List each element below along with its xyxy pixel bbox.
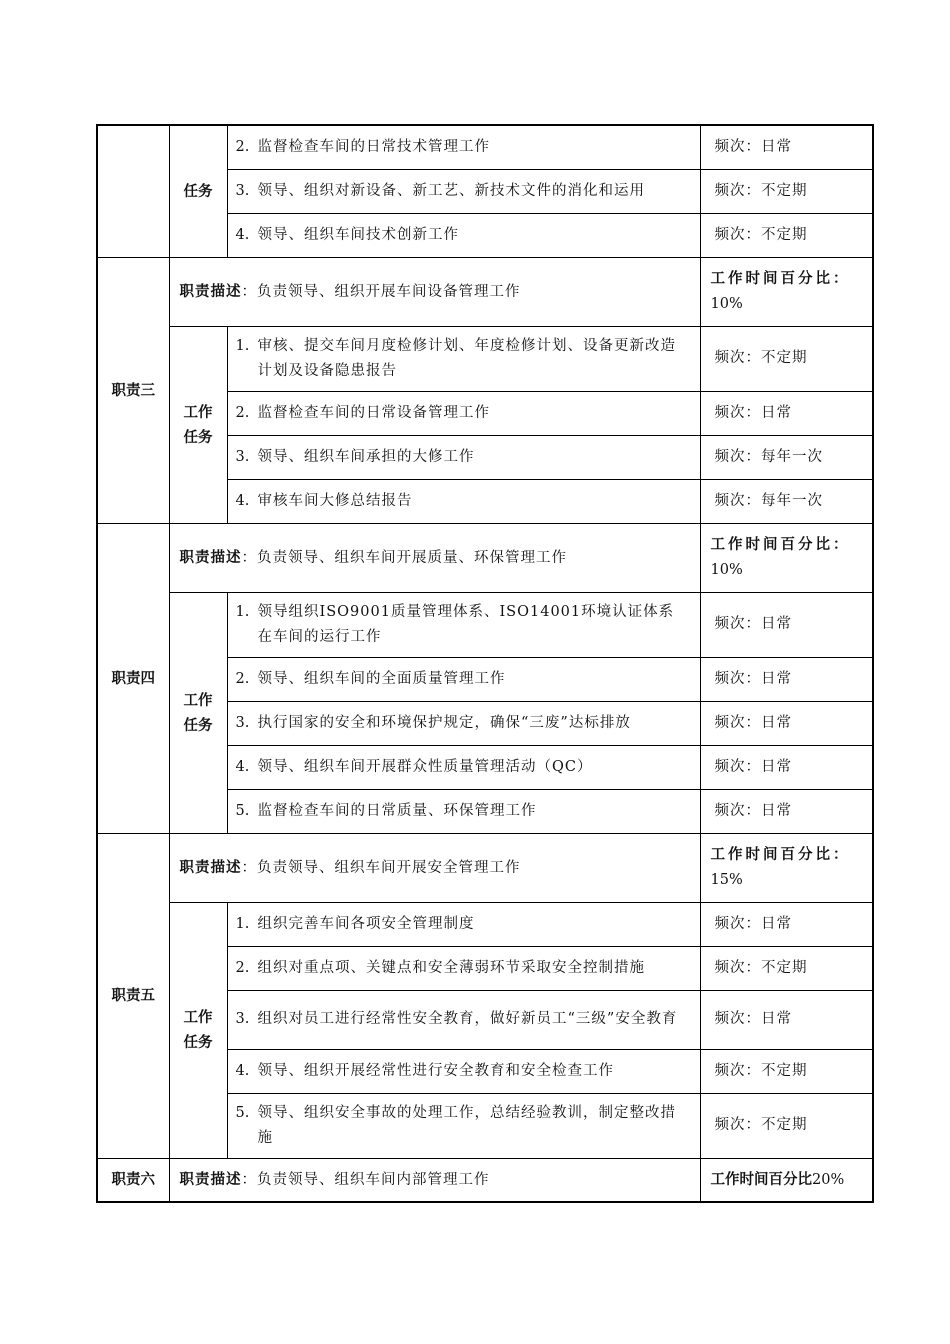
- duty-description: 职责描述：负责领导、组织车间开展质量、环保管理工作: [169, 523, 700, 592]
- frequency-cell: 频次：日常: [700, 902, 873, 946]
- task-cell: 5. 监督检查车间的日常质量、环保管理工作: [227, 789, 700, 833]
- frequency-cell: 频次：日常: [700, 592, 873, 657]
- frequency-cell: 频次：不定期: [700, 213, 873, 257]
- frequency-cell: 频次：不定期: [700, 169, 873, 213]
- task-cell: 3. 领导、组织对新设备、新工艺、新技术文件的消化和运用: [227, 169, 700, 213]
- duty-label: 职责四: [97, 523, 169, 833]
- frequency-cell: 频次：每年一次: [700, 435, 873, 479]
- task-cell: 4. 审核车间大修总结报告: [227, 479, 700, 523]
- frequency-cell: 频次：不定期: [700, 326, 873, 391]
- duty-description: 职责描述：负责领导、组织开展车间设备管理工作: [169, 257, 700, 326]
- task-label: 工作 任务: [169, 326, 227, 523]
- table-row: [97, 125, 873, 169]
- task-cell: 2. 监督检查车间的日常技术管理工作: [227, 125, 700, 169]
- task-cell: 2. 组织对重点项、关键点和安全薄弱环节采取安全控制措施: [227, 946, 700, 990]
- task-cell: 3. 领导、组织车间承担的大修工作: [227, 435, 700, 479]
- task-label: 工作 任务: [169, 592, 227, 833]
- frequency-cell: 频次：日常: [700, 701, 873, 745]
- task-cell: 1. 领导组织ISO9001质量管理体系、ISO14001环境认证体系在车间的运行工作: [227, 592, 700, 657]
- duty-label: 职责五: [97, 833, 169, 1158]
- table-row: [97, 833, 873, 902]
- frequency-cell: 频次：日常: [700, 745, 873, 789]
- duty-description: 职责描述：负责领导、组织车间内部管理工作: [169, 1158, 700, 1202]
- frequency-cell: 频次：日常: [700, 657, 873, 701]
- task-cell: 3. 执行国家的安全和环境保护规定，确保“三废”达标排放: [227, 701, 700, 745]
- time-percentage: 工作时间百分比20%: [700, 1158, 873, 1202]
- time-percentage: 工作时间百分比： 10%: [700, 257, 873, 326]
- time-percentage: 工作时间百分比： 10%: [700, 523, 873, 592]
- frequency-cell: 频次：日常: [700, 990, 873, 1049]
- frequency-cell: 频次：不定期: [700, 1049, 873, 1093]
- task-cell: 1. 组织完善车间各项安全管理制度: [227, 902, 700, 946]
- task-cell: 2. 领导、组织车间的全面质量管理工作: [227, 657, 700, 701]
- task-cell: 3. 组织对员工进行经常性安全教育，做好新员工“三级”安全教育: [227, 990, 700, 1049]
- table-row: [97, 592, 873, 657]
- frequency-cell: 频次：不定期: [700, 1093, 873, 1158]
- task-cell: 4. 领导、组织车间技术创新工作: [227, 213, 700, 257]
- task-label: 工作 任务: [169, 902, 227, 1158]
- table-row: [97, 1158, 873, 1202]
- task-cell: 5. 领导、组织安全事故的处理工作，总结经验教训，制定整改措施: [227, 1093, 700, 1158]
- duty-table: [96, 124, 874, 1203]
- duty-label-cell-empty: [97, 125, 169, 257]
- duty-label: 职责六: [97, 1158, 169, 1202]
- table-row: [97, 257, 873, 326]
- table-row: [97, 326, 873, 391]
- table-row: [97, 902, 873, 946]
- time-percentage: 工作时间百分比： 15%: [700, 833, 873, 902]
- duty-description: 职责描述：负责领导、组织车间开展安全管理工作: [169, 833, 700, 902]
- task-label: 任务: [169, 125, 227, 257]
- frequency-cell: 频次：日常: [700, 789, 873, 833]
- task-cell: 4. 领导、组织开展经常性进行安全教育和安全检查工作: [227, 1049, 700, 1093]
- duty-label: 职责三: [97, 257, 169, 523]
- frequency-cell: 频次：每年一次: [700, 479, 873, 523]
- frequency-cell: 频次：日常: [700, 391, 873, 435]
- frequency-cell: 频次：不定期: [700, 946, 873, 990]
- frequency-cell: 频次：日常: [700, 125, 873, 169]
- task-cell: 4. 领导、组织车间开展群众性质量管理活动（QC）: [227, 745, 700, 789]
- task-cell: 1. 审核、提交车间月度检修计划、年度检修计划、设备更新改造计划及设备隐患报告: [227, 326, 700, 391]
- table-row: [97, 523, 873, 592]
- task-cell: 2. 监督检查车间的日常设备管理工作: [227, 391, 700, 435]
